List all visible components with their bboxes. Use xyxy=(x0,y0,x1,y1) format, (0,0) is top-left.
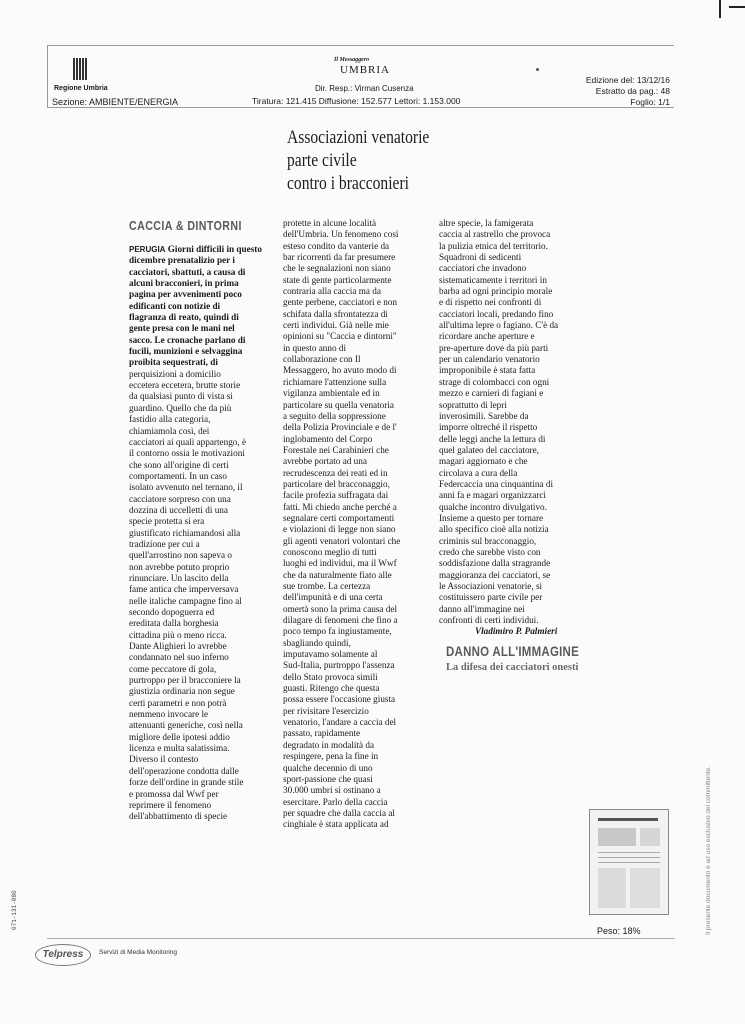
sheet-count: Foglio: 1/1 xyxy=(630,97,670,107)
section-label: Sezione: AMBIENTE/ENERGIA xyxy=(52,97,179,107)
header-divider xyxy=(47,107,674,108)
article-column-3 xyxy=(439,218,585,638)
title-line: contro i bracconieri xyxy=(287,173,409,194)
footer-divider xyxy=(47,938,675,939)
telpress-logo: Telpress xyxy=(35,944,91,966)
thumbnail-image xyxy=(640,828,660,846)
title-line: Associazioni venatorie xyxy=(287,127,430,148)
document-code: 071-131-080 xyxy=(11,890,18,930)
page-thumbnail xyxy=(589,809,669,915)
body-text: perquisizioni a domicilio eccetera eccetera, brutte storie da qualsiasi punto di vista si guardino. Quello che da più fastidio alla categoria, chiamiamola così, dei cacciatori ai quali appartengo, è il contorno ossia le motivazioni che sono all'origine di certi comportamenti. In un caso isolato avvenuto nel ternano, il cacciatore sorpreso con una dozzina di uccelletti di una specie protetta si era giustificato richiamandosi alla tradizione per cui a quell'arrostino non sapeva o non avrebbe potuto proprio rinunciare. Un lascito della fame antica che imperversava nelle italiche campagne fino al secondo dopoguerra ed ereditata dalla borghesia cittadina più o meno ricca. Dante Alighieri lo avrebbe condannato nel suo inferno come peccatore di gola, purtroppo per il bracconiere la giustizia ordinaria non segue certi parametri e non potrà nemmeno invocare le attenuanti generiche, così nella migliore delle ipotesi addio licenza e multa salatissima. Diverso il contesto dell'operazione condotta dalle forze dell'ordine in grande stile e promossa dal Wwf per reprimere il fenomeno dell'abbattimento di specie xyxy=(129,368,247,822)
director-line: Dir. Resp.: Virman Cusenza xyxy=(315,84,414,93)
thumbnail-text-line xyxy=(598,852,660,853)
box-subtitle: La difesa dei cacciatori onesti xyxy=(446,662,579,673)
thumbnail-text-block xyxy=(630,868,660,908)
thumbnail-text-line xyxy=(598,862,660,863)
publication-name: UMBRIA xyxy=(340,64,391,76)
lead-paragraph: Giorni difficili in questo dicembre prenatalizio per i cacciatori, sbattuti, a causa di alcuni bracconieri, in prima pagina per avvenimenti poco edificanti con notizie di flagranza di reato, quindi di gente presa con le mani nel sacco. Le cronache parlano di fucili, munizioni e selvaggina proibita sequestrati, di xyxy=(129,244,262,368)
circulation-line: Tiratura: 121.415 Diffusione: 152.577 Lettori: 1.153.000 xyxy=(252,96,461,106)
scan-speck xyxy=(536,68,539,71)
dateline: PERUGIA xyxy=(129,245,166,254)
thumbnail-text-block xyxy=(598,868,626,908)
author-signature: Vladimiro P. Palmieri xyxy=(475,626,558,637)
scan-corner-mark xyxy=(729,6,745,8)
footer-service-text: Servizi di Media Monitoring xyxy=(99,949,178,956)
article-column-1 xyxy=(129,244,277,823)
edition-meta xyxy=(586,75,670,108)
extract-page: Estratto da pag.: 48 xyxy=(595,86,670,96)
thumbnail-image xyxy=(598,828,636,846)
thumbnail-headline xyxy=(598,818,658,821)
title-line: parte civile xyxy=(287,150,357,171)
weight-label: Peso: 18% xyxy=(597,926,641,936)
column-kicker: CACCIA & DINTORNI xyxy=(129,219,242,233)
edition-date: Edizione del: 13/12/16 xyxy=(585,75,670,85)
thumbnail-text-line xyxy=(598,857,660,858)
header-divider xyxy=(47,45,48,107)
article-title xyxy=(287,126,451,195)
usage-notice: Il presente documento è ad uso esclusivo del committente. xyxy=(705,765,712,935)
article-column-2: protette in alcune località dell'Umbria. Un fenomeno così esteso condito da vanterie da bar ricorrenti da far presumere che le segnalazioni non siano state di gente particolarmente contraria alla caccia ma da gente perbene, cacciatori e non schifata dalla sfrontatezza di certi individui. Già nelle mie opinioni su "Caccia e dintorni" in questo anno di collaborazione con Il Messaggero, ho avuto modo di richiamare l'attenzione sulla vigilanza ambientale ed in particolare su quella venatoria a seguito della soppressione della Polizia Provinciale e de l' inglobamento del Corpo Forestale nei Carabinieri che avrebbe portato ad una recrudescenza dei reati ed in particolare del bracconaggio, facile profezia suffragata dai fatti. Mi chiedo anche perché a segnalare certi comportamenti e violazioni di legge non siano gli agenti venatori volontari che conoscono meglio di tutti luoghi ed individui, ma il Wwf che da naturalmente fiato alle sue trombe. La certezza dell'impunità e di una certa omertà sono la prima causa del dilagare di fenomeni che fino a poco tempo fa ingiustamente, sbagliando quindi, imputavamo solamente al Sud-Italia, purtroppo l'assenza dello Stato provoca simili guasti. Ritengo che questa possa essere l'occasione giusta per rivisitare l'esercizio venatorio, l'andare a caccia del passato, rapidamente degradato in modalità da respingere, pena la fine in qualche decennio di uno sport-passione che quasi 30.000 umbri si ostinano a esercitare. Parlo della caccia per squadre che dalla caccia al cinghiale è stata applicata ad xyxy=(283,218,401,830)
scan-corner-mark xyxy=(719,0,721,18)
box-title: DANNO ALL'IMMAGINE xyxy=(446,643,580,659)
publication-logo-small: Il Messaggero xyxy=(334,57,370,63)
region-name: Regione Umbria xyxy=(54,85,108,92)
body-text: altre specie, la famigerata caccia al rastrello che provoca la pulizia etnica del territorio. Squadroni di sedicenti cacciatori che invadono sistematicamente i territori in barba ad ogni principio morale e di rispetto nei confronti di cacciatori locali, predando fino all'ultima lepre o fagiano. C'è da ricordare anche aperture e pre-aperture dove da più parti per un calendario venatorio improponibile è stata fatta strage di colombacci con ogni mezzo e carnieri di fagiani e soprattutto di lepri inverosimili. Sarebbe da imporre oltreché il rispetto delle leggi anche la lettura di quel galateo del cacciatore, magari aggiornato e che circolava a cura della Federcaccia una cinquantina di anni fa e magari organizzarci qualche incontro divulgativo. Insieme a questo per tornare allo specifico cioè alla notizia criminis sul bracconaggio, credo che sarebbe visto con soddisfazione dalla stragrande maggioranza dei cacciatori, se le Associazioni venatorie, si costituissero parte civile per danno all'immagine nei confronti di certi individui. xyxy=(439,218,559,626)
region-logo-icon xyxy=(73,58,89,80)
